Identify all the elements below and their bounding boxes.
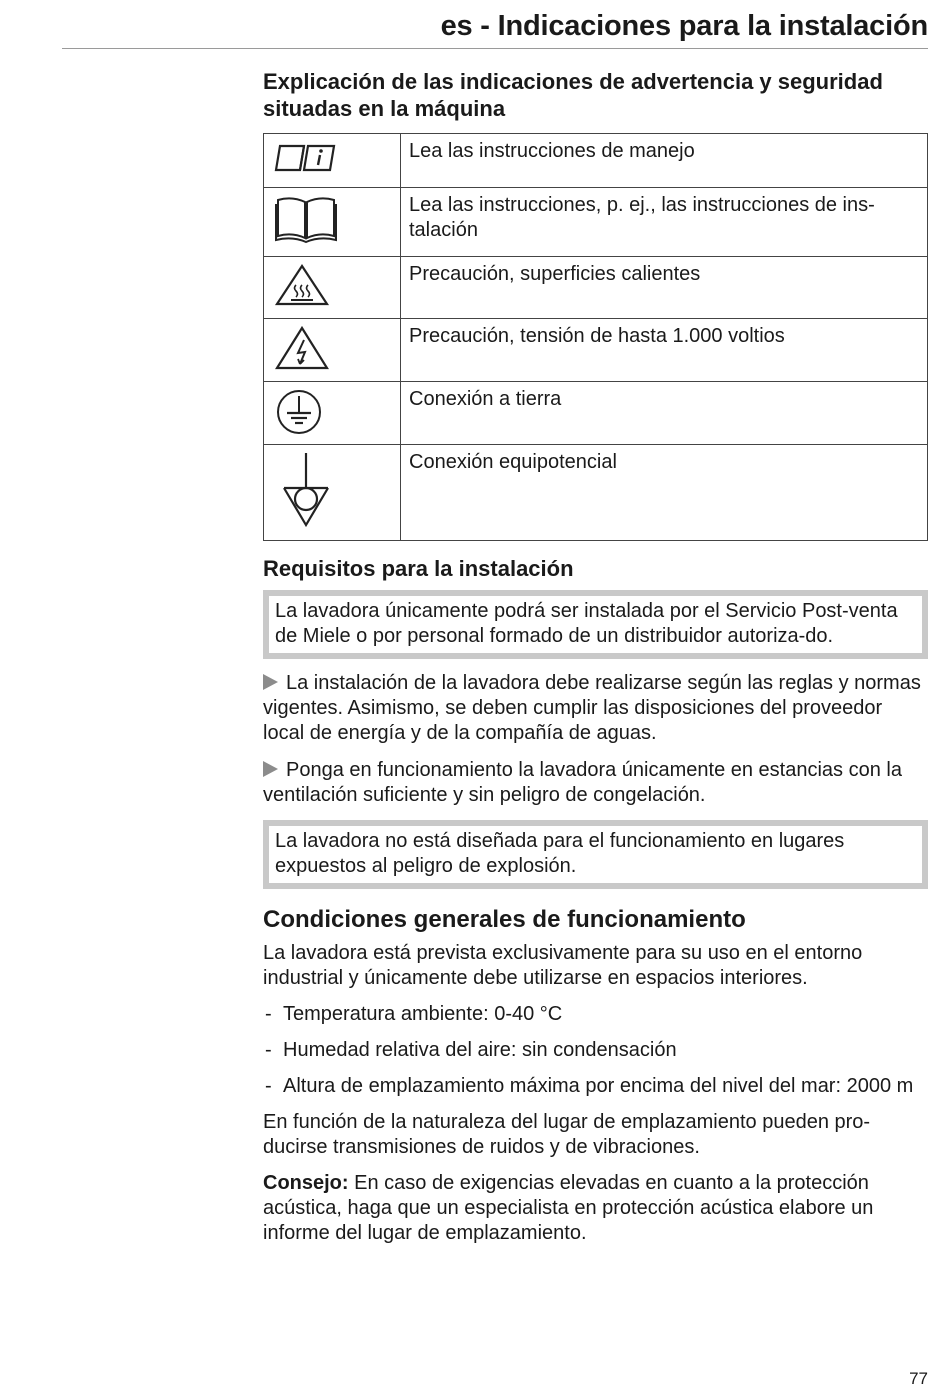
symbols-section-heading: Explicación de las indicaciones de advertencia y seguridad situadas en la máquina (263, 69, 883, 121)
open-book-icon (274, 194, 338, 244)
table-cell-text: Conexión equipotencial (401, 445, 928, 541)
table-row (264, 188, 928, 257)
list-dash: - (265, 1075, 272, 1097)
list-item-text: Temperatura ambiente: 0-40 °C (283, 1003, 563, 1025)
table-cell-text: Lea las instrucciones, p. ej., las instrucciones de ins-talación (401, 188, 928, 257)
equipotential-icon (274, 451, 338, 529)
table-cell-text: Precaución, tensión de hasta 1.000 voltios (401, 319, 928, 382)
table-row (264, 134, 928, 188)
list-item (263, 1038, 928, 1063)
list-item-text: Humedad relativa del aire: sin condensación (283, 1039, 677, 1061)
list-item (263, 1074, 928, 1099)
table-cell-text: Precaución, superficies calientes (401, 257, 928, 319)
instruction-item (263, 671, 928, 746)
ground-connection-icon (274, 388, 324, 436)
list-item-text: Altura de emplazamiento máxima por encima del nivel del mar: 2000 m (283, 1075, 914, 1097)
table-cell-icon (264, 319, 401, 382)
operating-instructions-icon (274, 140, 338, 174)
instruction-text: La instalación de la lavadora debe realizarse según las reglas y normas vigentes. Asimismo, se deben cumplir las disposiciones del proveedor local de energía y de la compañía de aguas. (263, 672, 921, 744)
table-cell-icon (264, 445, 401, 541)
tip-label: Consejo: (263, 1172, 349, 1194)
notice-box-installation: La lavadora únicamente podrá ser instalada por el Servicio Post-venta de Miele o por personal formado de un distribuidor autoriza-do. (263, 590, 928, 659)
instruction-item (263, 758, 928, 808)
table-cell-text: Conexión a tierra (401, 382, 928, 445)
table-row (264, 257, 928, 319)
conditions-heading: Condiciones generales de funcionamiento (263, 906, 746, 933)
header-divider (62, 48, 928, 49)
page-header-title: es - Indicaciones para la instalación (440, 10, 928, 42)
instruction-text: Ponga en funcionamiento la lavadora únicamente en estancias con la ventilación suficiente y sin peligro de congelación. (263, 759, 902, 806)
conditions-intro: La lavadora está prevista exclusivamente para su uso en el entorno industrial y únicamente debe utilizarse en espacios interiores. (263, 942, 863, 989)
table-row (264, 445, 928, 541)
table-cell-text: Lea las instrucciones de manejo (401, 134, 928, 188)
table-cell-icon (264, 257, 401, 319)
table-row (264, 382, 928, 445)
list-dash: - (265, 1003, 272, 1025)
list-item (263, 1002, 928, 1027)
notice-box-explosion: La lavadora no está diseñada para el funcionamiento en lugares expuestos al peligro de explosión. (263, 820, 928, 889)
table-cell-icon (264, 188, 401, 257)
list-dash: - (265, 1039, 272, 1061)
triangle-arrow-icon (263, 674, 278, 690)
hot-surface-warning-icon (274, 263, 330, 307)
triangle-arrow-icon (263, 761, 278, 777)
conditions-list (263, 1002, 928, 1099)
table-cell-icon (264, 382, 401, 445)
requirements-heading: Requisitos para la instalación (263, 556, 574, 581)
page-number: 77 (909, 1369, 928, 1388)
noise-paragraph: En función de la naturaleza del lugar de emplazamiento pueden pro-ducirse transmisiones de ruidos y de vibraciones. (263, 1111, 871, 1158)
tip-text: En caso de exigencias elevadas en cuanto a la protección acústica, haga que un especialista en protección acústica elabore un informe del lugar de emplazamiento. (263, 1172, 874, 1244)
high-voltage-warning-icon (274, 325, 330, 371)
safety-symbols-table (263, 133, 928, 541)
table-cell-icon (264, 134, 401, 188)
tip-paragraph (263, 1171, 928, 1246)
table-row (264, 319, 928, 382)
page-content (263, 68, 928, 1246)
